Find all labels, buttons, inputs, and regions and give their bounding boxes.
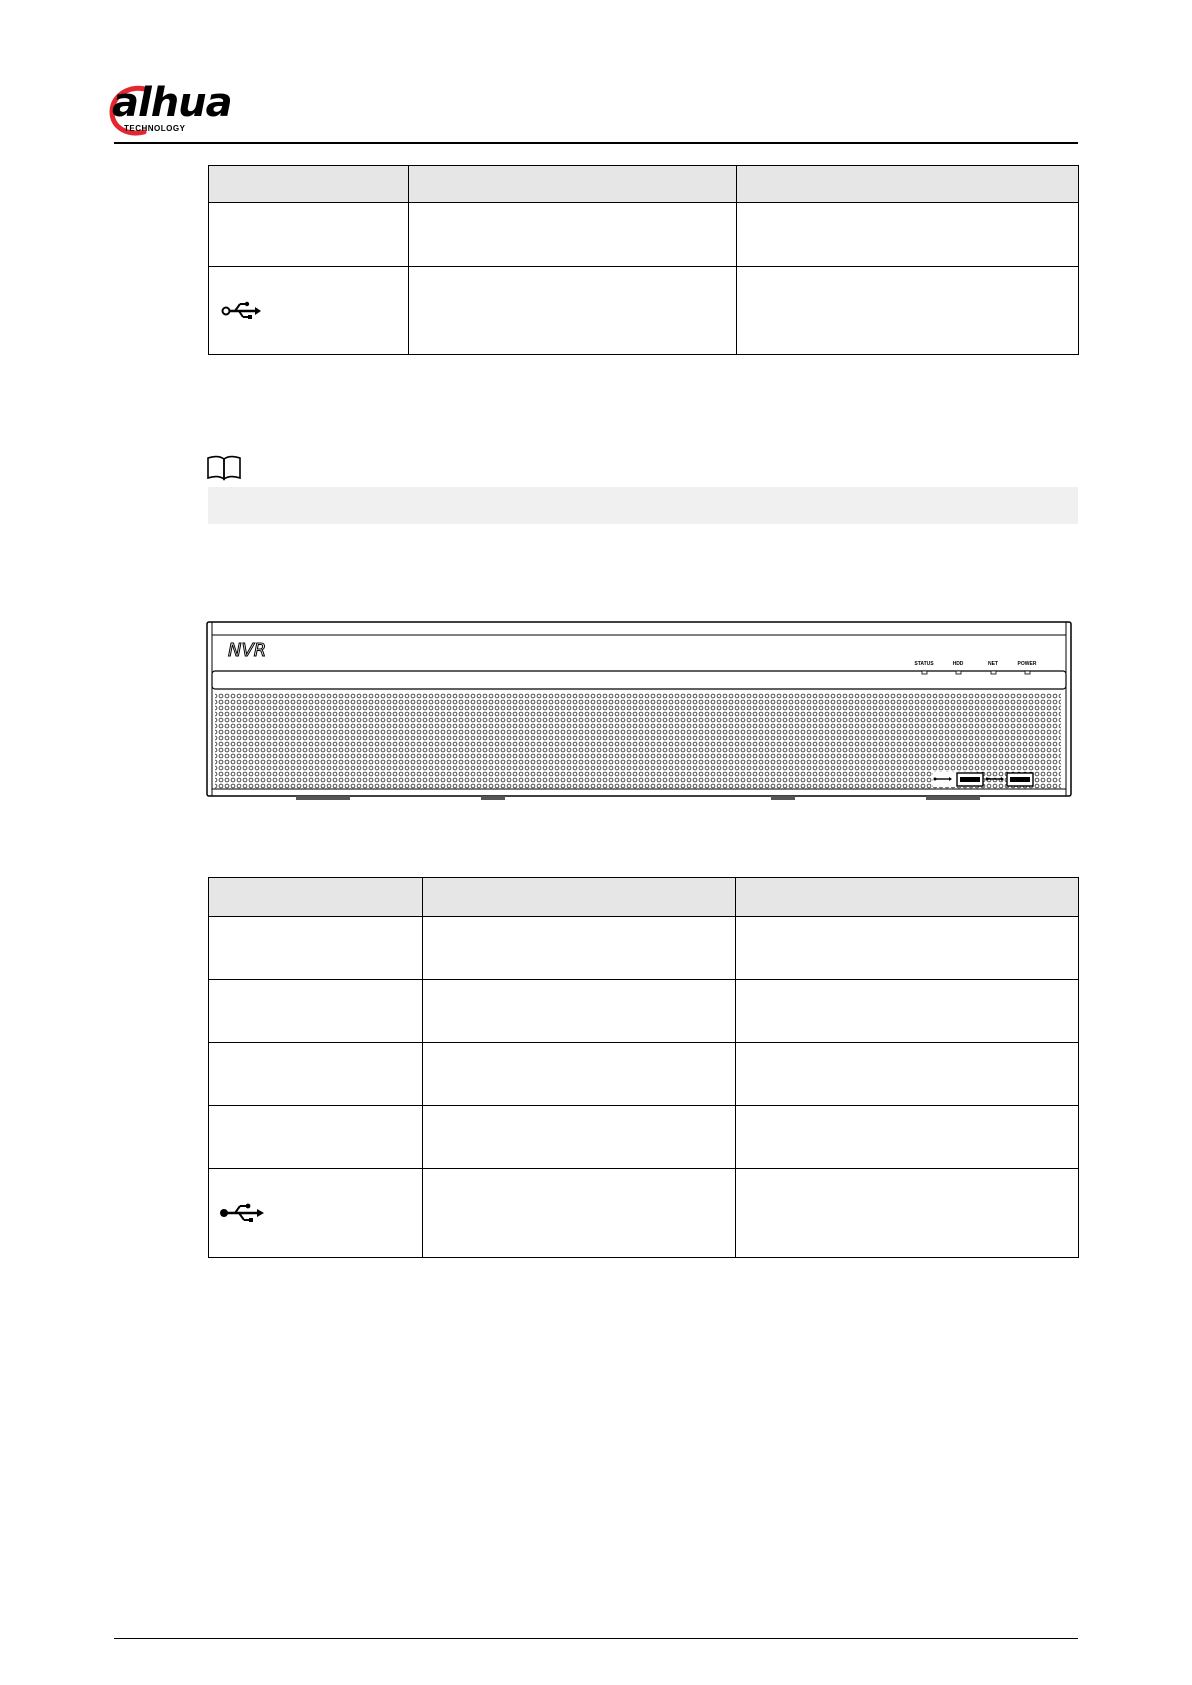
table-cell	[736, 980, 1079, 1043]
table-row	[209, 917, 1079, 980]
table-cell	[422, 1043, 736, 1106]
table-cell	[736, 1043, 1079, 1106]
table-cell	[408, 203, 737, 267]
brand-logo	[112, 80, 272, 136]
header-cell	[422, 878, 736, 917]
indicator-label: STATUS	[914, 661, 934, 667]
header-cell	[408, 166, 737, 203]
model-label: NVR	[228, 640, 267, 661]
table-cell	[736, 1106, 1079, 1169]
icon-cell	[209, 980, 423, 1043]
usb-icon	[221, 300, 261, 322]
table-cell	[736, 1169, 1079, 1258]
port-table-top	[208, 165, 1079, 355]
usb-port-1	[933, 772, 983, 787]
book-icon	[206, 455, 242, 481]
usb-icon	[219, 1201, 265, 1225]
header-cell	[737, 166, 1079, 203]
table-row	[209, 980, 1079, 1043]
header-cell	[209, 878, 423, 917]
table-cell	[737, 203, 1079, 267]
table-cell	[737, 267, 1079, 355]
indicator-label: POWER	[1017, 661, 1037, 667]
table-row	[209, 1169, 1079, 1258]
header-rule	[114, 142, 1078, 144]
table-row	[209, 203, 1079, 267]
icon-cell	[209, 1106, 423, 1169]
table-cell	[422, 980, 736, 1043]
table-header-row	[209, 878, 1079, 917]
table-row	[209, 267, 1079, 355]
icon-cell	[209, 203, 409, 267]
icon-cell	[209, 1043, 423, 1106]
table-cell	[408, 267, 737, 355]
table-row	[209, 1106, 1079, 1169]
indicator-label: NET	[988, 661, 998, 667]
header-cell	[209, 166, 409, 203]
indicator-label: HDD	[952, 661, 964, 667]
table-row	[209, 1043, 1079, 1106]
header-cell	[736, 878, 1079, 917]
brand-subtitle: TECHNOLOGY	[124, 124, 186, 133]
table-cell	[422, 1169, 736, 1258]
table-cell	[422, 917, 736, 980]
table-cell	[736, 917, 1079, 980]
brand-wordmark: alhua	[112, 80, 232, 126]
icon-cell	[209, 917, 423, 980]
port-table-bottom	[208, 877, 1079, 1258]
footer-rule	[114, 1638, 1078, 1639]
nvr-front-panel-figure	[206, 621, 1072, 803]
table-header-row	[209, 166, 1079, 203]
table-cell	[422, 1106, 736, 1169]
icon-cell	[209, 267, 409, 355]
note-box	[208, 487, 1078, 524]
icon-cell	[209, 1169, 423, 1258]
